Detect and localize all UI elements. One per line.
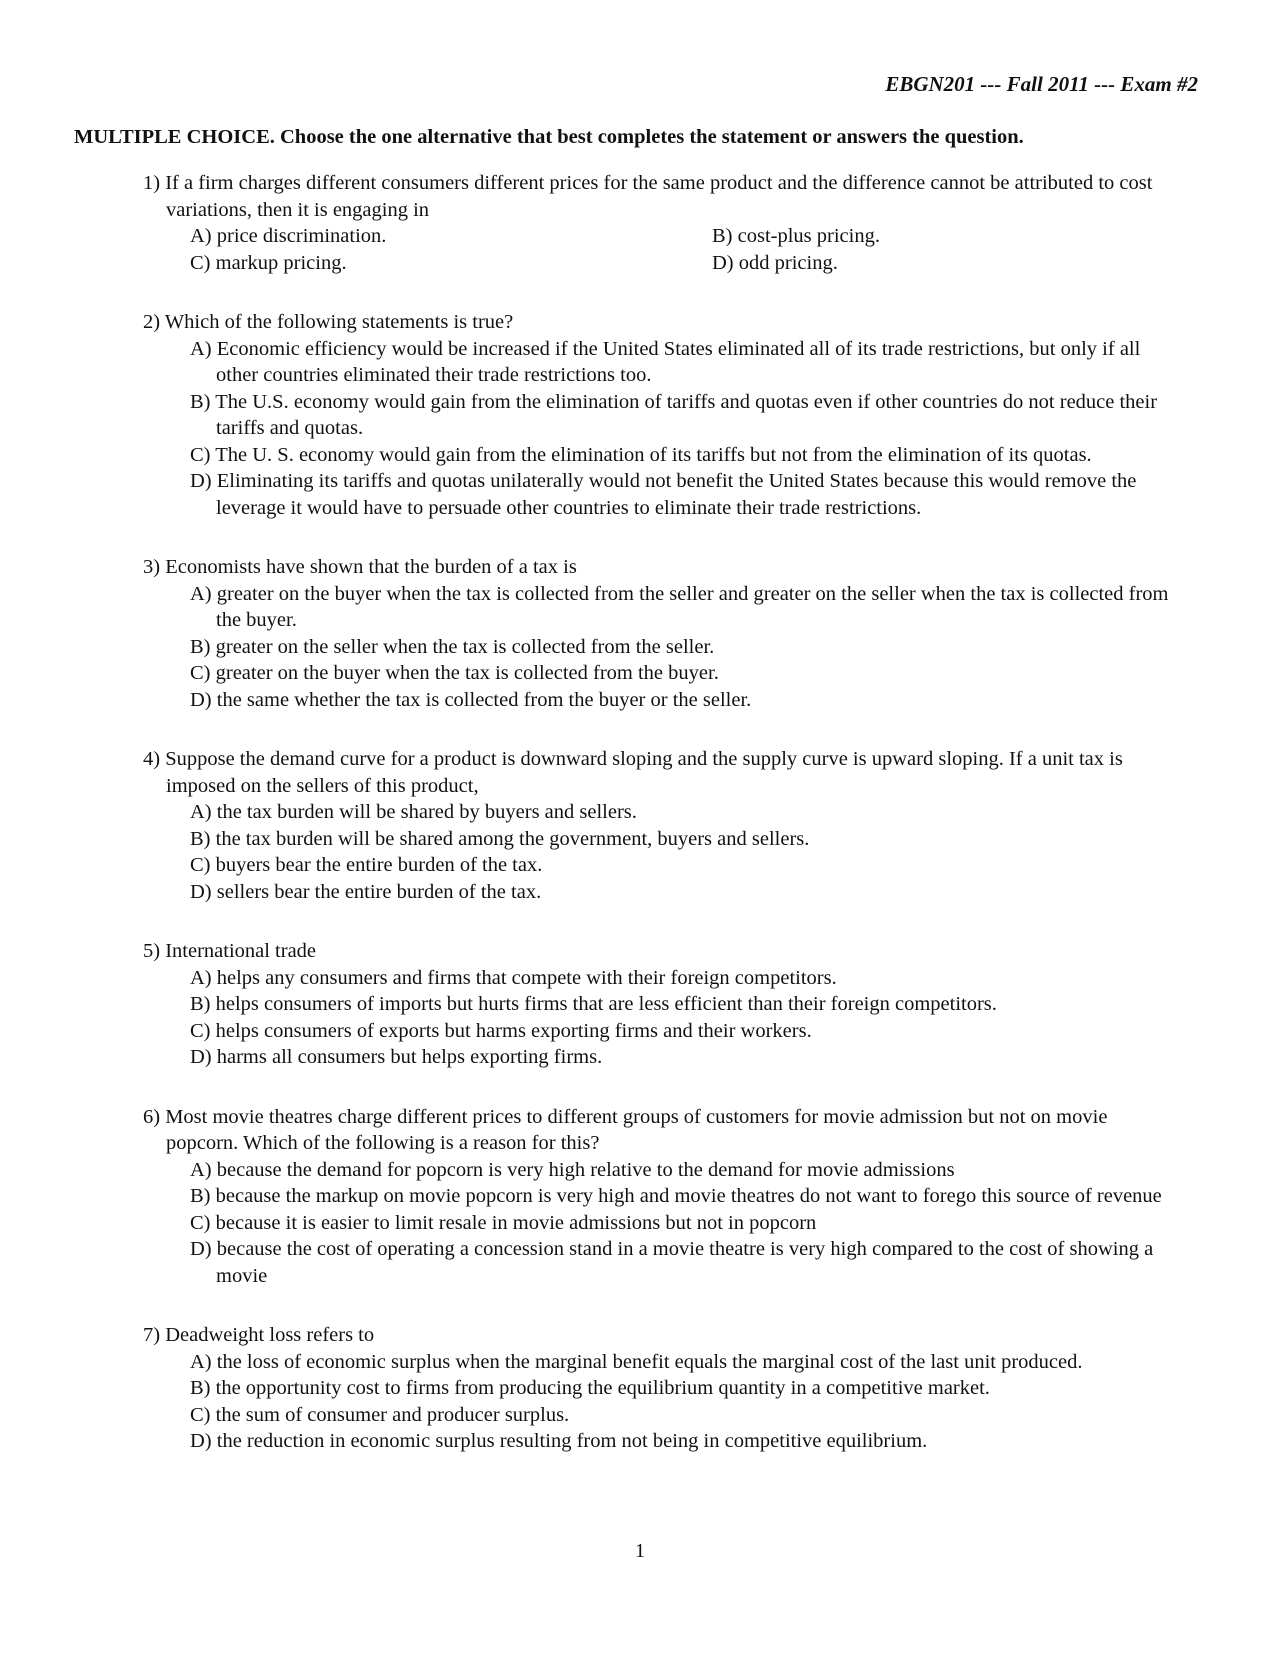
question-stem: 6) Most movie theatres charge different prices to different groups of customers for movie admission but not on movie popcorn. Which of the following is a reason for this? (143, 1105, 1108, 1154)
question-stem: 2) Which of the following statements is true? (143, 311, 514, 333)
option-b: B) The U.S. economy would gain from the elimination of tariffs and quotas even if other countries do not reduce their tariffs and quotas. (190, 390, 1158, 439)
option-d: D) the same whether the tax is collected from the buyer or the seller. (190, 688, 752, 711)
question-stem: 5) International trade (143, 940, 317, 962)
question-list (143, 170, 1183, 1488)
option-b: B) cost-plus pricing. (712, 225, 880, 247)
question-stem: 7) Deadweight loss refers to (143, 1324, 375, 1346)
question-7 (143, 1322, 1183, 1455)
question-4 (143, 746, 1183, 905)
question-5 (143, 938, 1183, 1071)
option-c: C) because it is easier to limit resale in movie admissions but not in popcorn (190, 1211, 817, 1234)
option-c: C) helps consumers of exports but harms exporting firms and their workers. (190, 1019, 812, 1042)
option-a: A) price discrimination. (190, 225, 387, 247)
option-d: D) Eliminating its tariffs and quotas unilaterally would not benefit the United States because this would remove the leverage it would have to persuade other countries to eliminate their trade restrictions. (190, 470, 1137, 519)
question-1 (143, 170, 1183, 276)
option-list (190, 581, 1183, 714)
exam-header: EBGN201 --- Fall 2011 --- Exam #2 (885, 72, 1198, 96)
question-stem: 1) If a firm charges different consumers different prices for the same product and the difference cannot be attributed to cost variations, then it is engaging in (143, 172, 1153, 221)
question-stem: 4) Suppose the demand curve for a product is downward sloping and the supply curve is upward sloping. If a unit tax is imposed on the sellers of this product, (143, 748, 1123, 797)
option-c: C) The U. S. economy would gain from the elimination of its tariffs but not from the elimination of its quotas. (190, 443, 1092, 466)
option-d: D) the reduction in economic surplus resulting from not being in competitive equilibrium. (190, 1430, 928, 1452)
question-3 (143, 554, 1183, 713)
option-a: A) the loss of economic surplus when the marginal benefit equals the marginal cost of the last unit produced. (190, 1350, 1083, 1373)
question-stem: 3) Economists have shown that the burden of a tax is (143, 556, 577, 578)
option-b: B) the opportunity cost to firms from producing the equilibrium quantity in a competitive market. (190, 1377, 990, 1399)
option-b: B) because the markup on movie popcorn is very high and movie theatres do not want to forego this source of revenue (190, 1185, 1162, 1207)
option-c: C) the sum of consumer and producer surplus. (190, 1403, 570, 1426)
option-list (190, 1157, 1183, 1290)
option-list (190, 965, 1183, 1071)
option-a: A) helps any consumers and firms that compete with their foreign competitors. (190, 966, 837, 989)
option-c: C) greater on the buyer when the tax is collected from the buyer. (190, 662, 719, 684)
instructions: MULTIPLE CHOICE. Choose the one alternative that best completes the statement or answers the question. (74, 126, 1024, 148)
option-a: A) the tax burden will be shared by buyers and sellers. (190, 801, 637, 823)
option-list (190, 336, 1183, 522)
question-6 (143, 1104, 1183, 1290)
option-b: B) helps consumers of imports but hurts firms that are less efficient than their foreign competitors. (190, 993, 997, 1015)
option-d: D) because the cost of operating a concession stand in a movie theatre is very high compared to the cost of showing a movie (190, 1238, 1154, 1287)
option-a: A) because the demand for popcorn is very high relative to the demand for movie admissions (190, 1158, 955, 1181)
option-b: B) greater on the seller when the tax is collected from the seller. (190, 635, 715, 658)
page-number: 1 (634, 1540, 646, 1562)
option-d: D) harms all consumers but helps exporting firms. (190, 1046, 603, 1068)
option-c: C) buyers bear the entire burden of the tax. (190, 854, 543, 876)
option-d: D) sellers bear the entire burden of the tax. (190, 880, 542, 903)
option-b: B) the tax burden will be shared among the government, buyers and sellers. (190, 827, 810, 850)
option-a: A) greater on the buyer when the tax is collected from the seller and greater on the seller when the tax is collected from the buyer. (190, 582, 1169, 631)
option-list (190, 1349, 1183, 1455)
question-2 (143, 309, 1183, 521)
option-grid (190, 223, 1183, 276)
option-d: D) odd pricing. (712, 251, 838, 274)
option-list (190, 799, 1183, 905)
option-c: C) markup pricing. (190, 251, 347, 274)
option-a: A) Economic efficiency would be increased if the United States eliminated all of its trade restrictions, but only if all other countries eliminated their trade restrictions too. (190, 337, 1141, 386)
